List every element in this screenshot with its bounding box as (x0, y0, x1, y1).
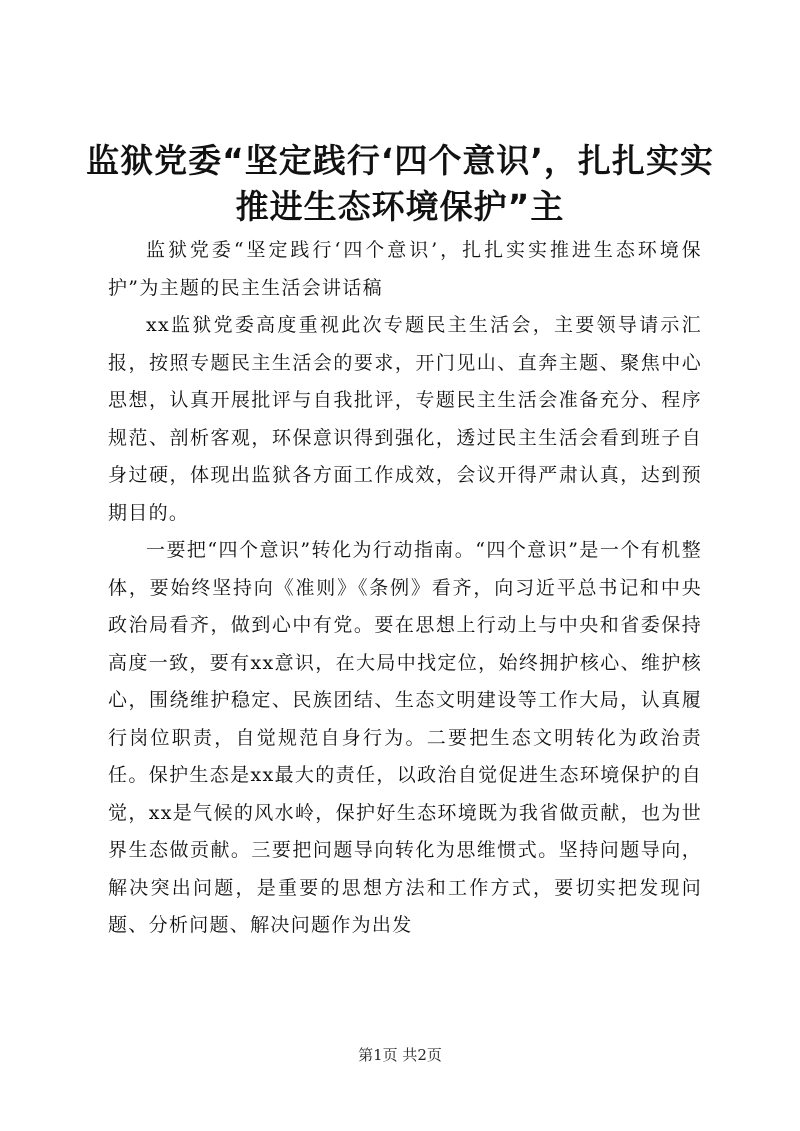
page-footer: 第1页 共2页 (358, 1046, 442, 1064)
document-body (108, 232, 702, 945)
paragraph-main: 一要把“四个意识”转化为行动指南。“四个意识”是一个有机整体，要始终坚持向《准则》《条例》看齐，向习近平总书记和中央政治局看齐，做到心中有党。要在思想上行动上与中央和省委保持高度一致，要有xx意识，在大局中找定位，始终拥护核心、维护核心，围绕维护稳定、民族团结、生态文明建设等工作大局，认真履行岗位职责，自觉规范自身行为。二要把生态文明转化为政治责任。保护生态是xx最大的责任，以政治自觉促进生态环境保护的自觉，xx是气候的风水岭，保护好生态环境既为我省做贡献，也为世界生态做贡献。三要把问题导向转化为思维惯式。坚持问题导向，解决突出问题，是重要的思想方法和工作方式，要切实把发现问题、分析问题、解决问题作为出发 (108, 539, 702, 936)
paragraph-subtitle: 监狱党委“坚定践行‘四个意识’，扎扎实实推进生态环境保护”为主题的民主生活会讲话稿 (108, 239, 702, 299)
title-line-2: 推进生态环境保护”主 (235, 187, 565, 226)
title-line-1: 监狱党委“坚定践行‘四个意识’，扎扎实实 (86, 141, 714, 180)
paragraph-summary: xx监狱党委高度重视此次专题民主生活会，主要领导请示汇报，按照专题民主生活会的要求，开门见山、直奔主题、聚焦中心思想，认真开展批评与自我批评，专题民主生活会准备充分、程序规范、剖析客观，环保意识得到强化，透过民主生活会看到班子自身过硬，体现出监狱各方面工作成效，会议开得严肃认真，达到预期目的。 (108, 314, 702, 524)
document-title (60, 138, 740, 230)
